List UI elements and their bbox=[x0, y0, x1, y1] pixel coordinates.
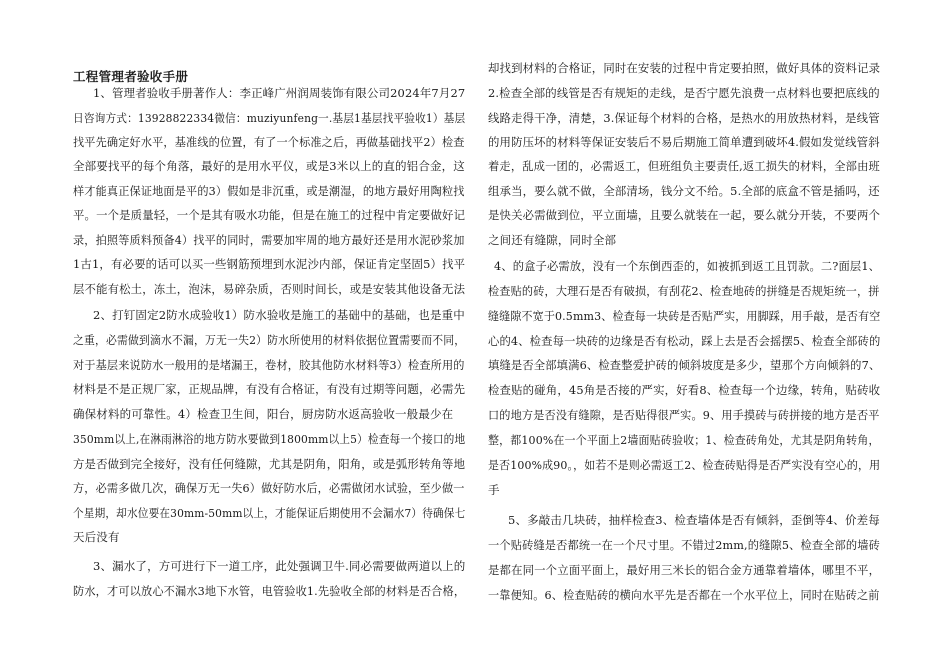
text-line: 平。一个是质量轻，一个是其有吸水功能，但是在施工的过程中肯定要做好记 bbox=[73, 208, 466, 222]
text-line: 检查贴的砖，大理石是否有破损，有刮花2、检查地砖的拼缝是否规矩统一，拼 bbox=[488, 284, 880, 298]
text-line: 层不能有松土，冻土，泡沫，易碎杂质，否则时间长，或是安装其他设备无法 bbox=[73, 282, 466, 296]
text-line: 防水，才可以放心不漏水3地下水管，电管验收1.先验收全部的材料是否合格， bbox=[73, 584, 466, 598]
text-line: 3、漏水了，方可进行下一道工序，此处强调卫牛.同必需要做两道以上的 bbox=[93, 559, 466, 573]
text-line: 是否100%成90。，如若不是则必需返工2、检查砖贴得是否严实没有空心的，用 bbox=[488, 458, 881, 472]
text-line: 1古1，有必要的话可以买一些钢筋预埋到水泥沙内部，保证肯定坚固5）找平 bbox=[73, 257, 466, 271]
text-line: 是都在同一个立面平面上，最好用三米长的铝合金方通靠着墙体，哪里不平， bbox=[488, 563, 881, 577]
text-line: 找平先确定好水平，基准线的位置，有了一个标准之后，再做基础找平2）检查 bbox=[73, 135, 465, 149]
text-line: 2.检查全部的线管是否有规矩的走线，是否宁愿先浪费一点材料也要把底线的 bbox=[488, 86, 880, 100]
text-line: 手 bbox=[488, 483, 500, 497]
text-line: 一个贴砖缝是否都统一在一个尺寸里。不错过2mm,的缝隙5、检查全部的墙砖 bbox=[488, 538, 880, 552]
text-line: 录，拍照等质料预备4）找平的同时，需要加牢周的地方最好还是用水泥砂浆加 bbox=[73, 233, 465, 247]
text-line: 方是否做到完全接好，没有任何缝隙，尤其是阴角，阳角，或是弧形转角等地 bbox=[73, 457, 466, 471]
text-line: 填缝是否全部填满6、检查整爱护砖的倾斜坡度是多少，望那个方向倾斜的7、 bbox=[488, 358, 881, 372]
text-line: 对于基层来说防水一般用的是堵漏王，卷材，胶其他防水材料等3）检查所用的 bbox=[73, 358, 465, 372]
text-line: 之重，必需做到滴水不漏，万无一失2）防水所使用的材料依据位置需要而不同， bbox=[73, 333, 466, 347]
text-line: 确保材料的可靠性。4）检查卫生间，阳台，厨房防水返高验收一般最少在 bbox=[73, 407, 454, 421]
text-line: 整，都100%在一个平面上2墙面贴砖验收；1、检查砖角处，尤其是阴角转角， bbox=[488, 433, 880, 447]
text-line: 日咨询方式：13928822334微信：muziyunfeng一.基层1基层找平验收1）基层 bbox=[73, 111, 466, 125]
text-line: 着走，乱成一团的，必需返工，但班组负主要责任,返工损失的材料，全部由班 bbox=[488, 159, 880, 173]
text-line: 个星期，却水位要在30mm-50mm以上，才能保证后期使用不会漏水7）待确保七 bbox=[73, 506, 466, 520]
text-line: 口的地方是否没有缝隙，是否贴得很严实。9、用手摸砖与砖拼接的地方是否平 bbox=[488, 408, 880, 422]
text-line: 缝缝隙不宽于0.5mm3、检查每一块砖是否贴严实，用脚踩，用手敲，是否有空 bbox=[488, 309, 881, 323]
text-line: 方，必需多做几次，确保万无一失6）做好防水后，必需做闭水试验，至少做一 bbox=[73, 481, 465, 495]
text-line: 全部要找平的每个角落，最好的是用水平仪，或是3米以上的直的铝合金，这 bbox=[73, 159, 465, 173]
text-line: 组承当，要么就不做，全部清场，钱分文不给。5.全部的底盒不管是插吗，还 bbox=[488, 184, 880, 198]
text-line: 2、打钉固定2防水成验收1）防水验收是施工的基础中的基础，也是重中 bbox=[93, 308, 465, 322]
text-line: 线路走得干净，清楚，3.保证每个材料的合格，是热水的用放热材料，是线管 bbox=[488, 111, 880, 125]
text-line: 的用防压坏的材料等保证安装后不易后期施工简单遭到破坏4.假如发觉线管斜 bbox=[488, 135, 880, 149]
text-line: 材料是不是正规厂家，正规品牌，有没有合格证，有没有过期等问题，必需先 bbox=[73, 382, 466, 396]
text-line: 350mm以上,在淋雨淋浴的地方防水要做到1800mm以上5）检查每一个接口的地 bbox=[73, 432, 466, 446]
document-title: 工程管理者验收手册 bbox=[73, 69, 189, 84]
text-line: 4、的盒子必需放，没有一个东倒西歪的，如被抓到返工且罚款。二?面层1、 bbox=[494, 259, 881, 273]
text-line: 心的4、检查每一块砖的边缘是否有松动，踩上去是否会摇摆5、检查全部砖的 bbox=[488, 334, 881, 348]
text-line: 是快关必需做到位，平立面墙，且要么就装在一起，要么就分开装，不要两个 bbox=[488, 208, 881, 222]
text-line: 一靠便知。6、检查贴砖的横向水平先是否都在一个水平位上，同时在贴砖之前 bbox=[488, 588, 880, 602]
text-line: 检查贴的碰角，45角是否接的严实，好看8、检查每一个边缘，转角，贴砖收 bbox=[488, 383, 881, 397]
text-line: 样才能真正保证地面是平的3）假如是非沉重，或是潮湿，的地方最好用陶粒找 bbox=[73, 184, 465, 198]
text-line: 之间还有缝隙，同时全部 bbox=[488, 233, 617, 247]
text-line: 却找到材料的合格证，同时在安装的过程中肯定要拍照，做好具体的资料记录 bbox=[488, 61, 881, 75]
text-line: 1、管理者验收手册著作人：李正峰广州润周装饰有限公司2024年7月27 bbox=[93, 86, 466, 100]
text-line: 天后没有 bbox=[73, 530, 120, 544]
text-line: 5、多敲击几块砖，抽样检查3、检查墙体是否有倾斜，歪倒等4、价差每 bbox=[508, 513, 880, 527]
